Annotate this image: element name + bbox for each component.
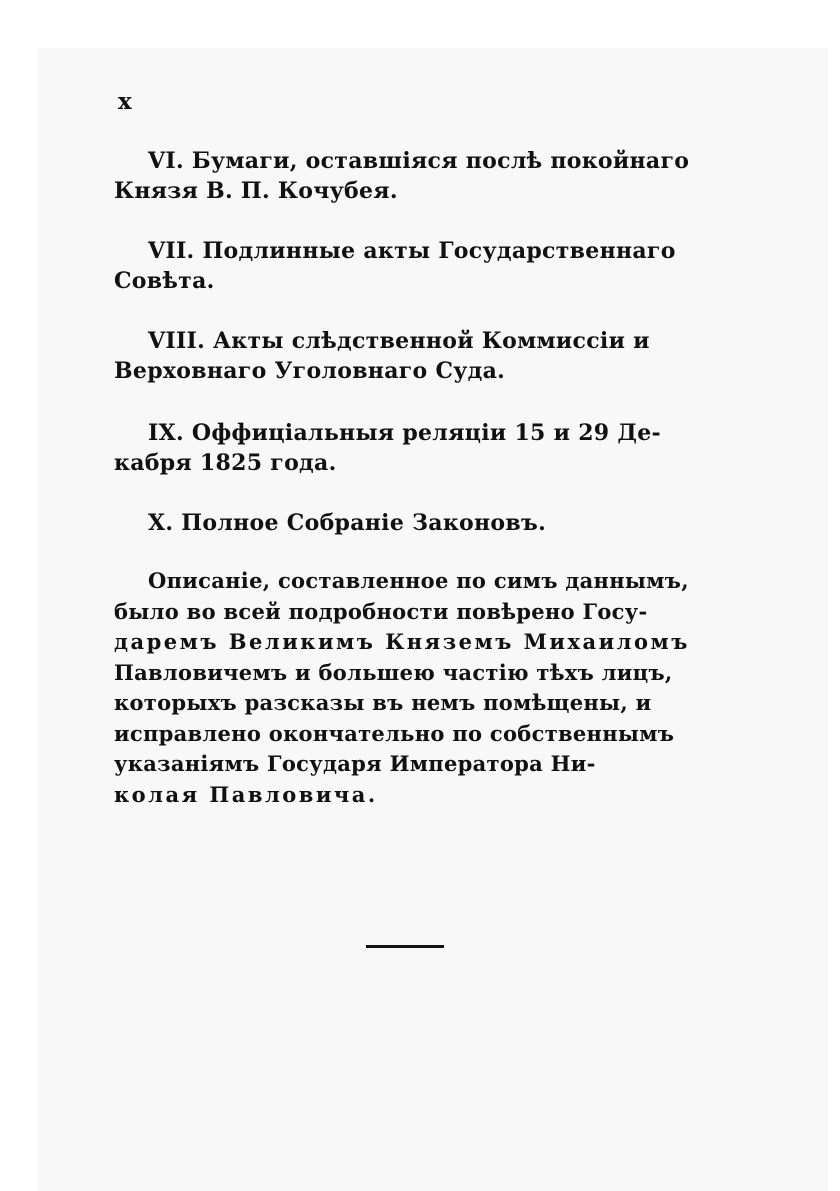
description-line: колая Павловича. [114, 781, 378, 807]
source-line: Верховнаго Уголовнаго Суда. [114, 358, 506, 384]
source-item-x [114, 508, 700, 538]
source-line: IX. Оффицiальныя реляцiи 15 и 29 Де- [148, 420, 661, 446]
description-paragraph [114, 566, 700, 810]
source-line: VIII. Акты слѣдственной Коммиссiи и [148, 328, 650, 354]
source-line: X. Полное Собранiе Законовъ. [148, 510, 547, 536]
source-line: Совѣта. [114, 268, 215, 294]
source-line: VII. Подлинные акты Государственнаго [148, 238, 676, 264]
section-divider [366, 945, 444, 948]
source-item-vii [114, 236, 700, 296]
description-line: Описанiе, составленное по симъ даннымъ, [148, 568, 689, 593]
source-item-viii [114, 326, 700, 386]
source-line: VI. Бумаги, оставшiяся послѣ покойнаго [148, 148, 690, 174]
description-line: исправлено окончательно по собственнымъ [114, 720, 675, 746]
source-item-ix [114, 418, 700, 478]
description-line: указанiямъ Государя Императора Ни- [114, 751, 596, 776]
description-line: Павловичемъ и большею частiю тѣхъ лицъ, [114, 659, 673, 685]
source-line: кабря 1825 года. [114, 450, 337, 476]
description-line: даремъ Великимъ Княземъ Михаиломъ [114, 629, 690, 654]
source-item-vi [114, 146, 700, 206]
description-line: которыхъ разсказы въ немъ помѣщены, и [114, 690, 652, 715]
page-number: x [118, 88, 132, 115]
source-line: Князя В. П. Кочубея. [114, 178, 398, 204]
description-line: было во всей подробности повѣрено Госу- [114, 598, 648, 624]
